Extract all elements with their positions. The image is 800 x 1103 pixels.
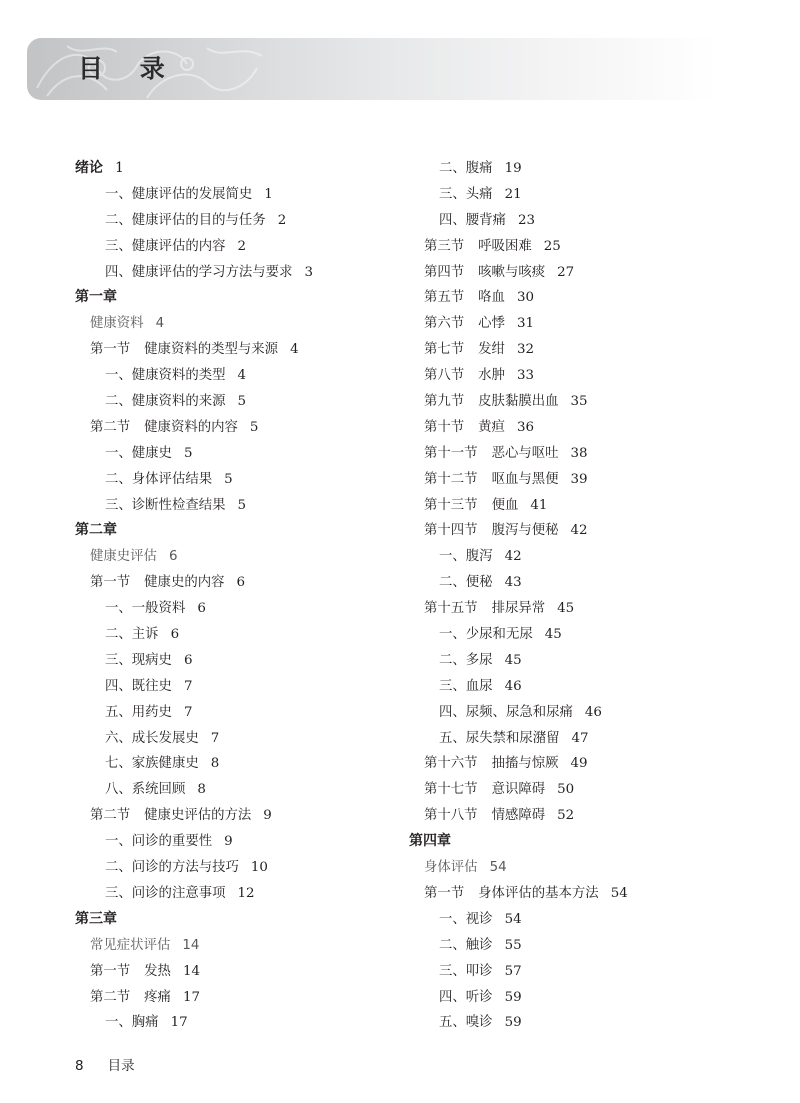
toc-page-number: 10 — [250, 860, 268, 876]
toc-entry-section — [409, 260, 759, 286]
toc-entry-title: 二、便秘 — [439, 575, 493, 591]
toc-entry-title: 身体评估 — [424, 860, 478, 876]
toc-entry-item — [75, 363, 405, 389]
toc-page-number: 49 — [570, 756, 588, 772]
toc-entry-item — [409, 959, 759, 985]
toc-entry-title: 第二章 — [75, 522, 117, 539]
toc-entry-title: 第三章 — [75, 910, 117, 927]
toc-section-label: 第十四节 — [424, 523, 478, 539]
toc-entry-title: 四、听诊 — [439, 989, 493, 1005]
toc-page-number: 38 — [570, 445, 588, 461]
toc-entry-chapter-title — [409, 855, 759, 881]
toc-page-number: 4 — [237, 368, 247, 384]
toc-entry-title: 一、腹泻 — [439, 549, 493, 565]
toc-entry-section — [75, 570, 405, 596]
toc-page-number: 6 — [170, 627, 180, 643]
toc-entry-title: 腹泻与便秘 — [491, 523, 559, 539]
toc-entry-title: 二、问诊的方法与技巧 — [105, 860, 239, 876]
toc-entry-item — [75, 622, 405, 648]
toc-entry-item — [409, 570, 759, 596]
toc-entry-chapter — [75, 907, 405, 933]
toc-entry-item — [75, 700, 405, 726]
toc-section-label: 第十节 — [424, 419, 465, 435]
toc-entry-title: 七、家族健康史 — [105, 756, 199, 772]
toc-entry-title: 排尿异常 — [491, 601, 546, 617]
toc-page-number: 35 — [570, 394, 588, 410]
toc-entry-item — [409, 182, 759, 208]
toc-entry-title: 五、尿失禁和尿潴留 — [439, 730, 560, 746]
toc-entry-item — [75, 751, 405, 777]
toc-page-number: 17 — [182, 989, 200, 1005]
toc-entry-title: 发绀 — [478, 342, 505, 358]
toc-entry-title: 心悸 — [478, 316, 505, 332]
toc-section-label: 第二节 — [90, 419, 131, 435]
toc-entry-title: 二、身体评估结果 — [105, 471, 213, 487]
toc-entry-title: 四、尿频、尿急和尿痛 — [439, 704, 573, 720]
toc-entry-section — [75, 985, 405, 1011]
toc-section-label: 第四节 — [424, 264, 465, 280]
toc-entry-title: 身体评估的基本方法 — [478, 885, 599, 901]
toc-entry-chapter-title — [75, 933, 405, 959]
toc-entry-section — [75, 803, 405, 829]
toc-entry-title: 三、现病史 — [105, 652, 172, 668]
toc-entry-title: 四、既往史 — [105, 678, 172, 694]
toc-entry-title: 呼吸困难 — [478, 238, 532, 254]
toc-page-number: 45 — [544, 627, 562, 643]
toc-entry-item — [409, 156, 759, 182]
toc-left-column — [75, 156, 405, 1036]
toc-page-number: 4 — [155, 316, 165, 332]
toc-entry-title: 黄疸 — [478, 419, 505, 435]
toc-entry-section — [409, 311, 759, 337]
toc-page-number: 55 — [504, 937, 522, 953]
toc-entry-item — [75, 726, 405, 752]
toc-entry-title: 六、成长发展史 — [105, 730, 199, 746]
toc-section-label: 第十八节 — [424, 808, 478, 824]
toc-entry-section — [409, 493, 759, 519]
toc-page-number: 45 — [504, 652, 522, 668]
toc-entry-section — [75, 337, 405, 363]
toc-section-label: 第二节 — [90, 808, 131, 824]
toc-entry-section — [409, 285, 759, 311]
toc-entry-title: 第一章 — [75, 289, 117, 306]
toc-entry-item — [75, 674, 405, 700]
toc-entry-section — [409, 441, 759, 467]
toc-entry-title: 二、触诊 — [439, 937, 493, 953]
toc-entry-title: 三、头痛 — [439, 186, 493, 202]
toc-entry-section — [409, 803, 759, 829]
toc-page-number: 54 — [489, 860, 507, 876]
toc-entry-section — [409, 518, 759, 544]
toc-entry-title: 健康资料 — [90, 316, 144, 332]
toc-entry-title: 二、健康评估的目的与任务 — [105, 212, 266, 228]
toc-page-number: 9 — [224, 834, 233, 850]
toc-page-number: 23 — [517, 212, 535, 228]
toc-entry-section — [75, 959, 405, 985]
toc-entry-title: 咳嗽与咳痰 — [478, 264, 546, 280]
toc-page-number: 54 — [610, 885, 628, 901]
toc-entry-title: 三、叩诊 — [439, 963, 493, 979]
toc-page-number: 5 — [183, 445, 193, 461]
toc-page-number: 43 — [504, 575, 522, 591]
footer-page-number: 8 — [75, 1058, 84, 1074]
toc-entry-item — [75, 829, 405, 855]
toc-entry-title: 一、健康史 — [105, 445, 172, 461]
toc-entry-title: 四、健康评估的学习方法与要求 — [105, 264, 293, 280]
toc-entry-intro — [75, 156, 405, 182]
toc-entry-item — [75, 389, 405, 415]
toc-page-number: 14 — [182, 937, 200, 953]
toc-entry-item — [75, 260, 405, 286]
toc-section-label: 第一节 — [424, 885, 465, 901]
toc-entry-section — [75, 415, 405, 441]
toc-entry-title: 发热 — [144, 963, 171, 979]
toc-page-number: 27 — [557, 264, 575, 280]
toc-page-number: 14 — [182, 963, 200, 979]
toc-entry-item — [409, 1010, 759, 1036]
toc-entry-title: 呕血与黑便 — [491, 471, 559, 487]
toc-page-number: 7 — [210, 730, 220, 746]
toc-entry-title: 水肿 — [478, 368, 505, 384]
toc-section-label: 第六节 — [424, 316, 465, 332]
toc-entry-title: 二、主诉 — [105, 627, 159, 643]
toc-entry-section — [409, 415, 759, 441]
toc-entry-title: 三、健康评估的内容 — [105, 238, 226, 254]
toc-entry-item — [409, 985, 759, 1011]
toc-entry-section — [409, 777, 759, 803]
toc-page-number: 45 — [557, 601, 575, 617]
toc-page-number: 19 — [504, 161, 522, 176]
toc-section-label: 第一节 — [90, 575, 131, 591]
toc-entry-title: 抽搐与惊厥 — [491, 756, 559, 772]
toc-section-label: 第一节 — [90, 342, 131, 358]
toc-entry-chapter — [75, 518, 405, 544]
toc-page-number: 6 — [236, 575, 246, 591]
toc-page-number: 7 — [183, 704, 193, 720]
toc-entry-title: 二、健康资料的来源 — [105, 394, 226, 410]
toc-page-number: 6 — [183, 652, 193, 668]
page-footer — [75, 1054, 135, 1074]
toc-section-label: 第七节 — [424, 342, 465, 358]
toc-section-label: 第十二节 — [424, 471, 478, 487]
toc-entry-title: 四、腰背痛 — [439, 212, 506, 228]
toc-entry-item — [75, 855, 405, 881]
toc-entry-item — [75, 648, 405, 674]
toc-page-number: 2 — [237, 238, 247, 254]
toc-entry-item — [75, 881, 405, 907]
toc-page-number: 2 — [277, 212, 287, 228]
toc-page-number: 54 — [504, 911, 522, 927]
toc-entry-item — [75, 596, 405, 622]
toc-entry-title: 健康资料的类型与来源 — [144, 342, 279, 358]
toc-entry-title: 常见症状评估 — [90, 937, 171, 953]
toc-entry-title: 情感障碍 — [491, 808, 546, 824]
toc-entry-title: 二、多尿 — [439, 652, 493, 668]
toc-entry-title: 一、健康评估的发展简史 — [105, 186, 253, 202]
toc-page-number: 30 — [516, 290, 534, 306]
toc-section-label: 第十三节 — [424, 497, 478, 513]
toc-section-label: 第一节 — [90, 963, 131, 979]
toc-entry-section — [409, 389, 759, 415]
toc-entry-section — [409, 751, 759, 777]
toc-entry-item — [409, 648, 759, 674]
toc-entry-title: 疼痛 — [144, 989, 171, 1005]
toc-entry-title: 第四章 — [409, 833, 451, 850]
toc-entry-title: 健康史的内容 — [144, 575, 225, 591]
toc-entry-title: 咯血 — [478, 290, 505, 306]
toc-entry-title: 三、血尿 — [439, 678, 493, 694]
toc-page-number: 6 — [168, 549, 178, 565]
toc-page-number: 41 — [530, 497, 548, 513]
toc-page-number: 42 — [570, 523, 588, 539]
toc-page-number: 42 — [504, 549, 522, 565]
toc-entry-section — [409, 881, 759, 907]
toc-section-label: 第十七节 — [424, 782, 478, 798]
toc-page-number: 25 — [543, 238, 561, 254]
toc-entry-item — [409, 933, 759, 959]
toc-entry-section — [409, 337, 759, 363]
toc-entry-item — [75, 234, 405, 260]
toc-page-number: 21 — [504, 186, 522, 202]
toc-page-number: 33 — [516, 368, 534, 384]
toc-entry-item — [409, 700, 759, 726]
toc-entry-item — [409, 726, 759, 752]
toc-entry-title: 二、腹痛 — [439, 161, 493, 176]
toc-entry-title: 一、问诊的重要性 — [105, 834, 213, 850]
toc-entry-item — [75, 208, 405, 234]
page-title: 目 录 — [78, 54, 179, 83]
toc-entry-title: 健康史评估 — [90, 549, 157, 565]
toc-entry-chapter-title — [75, 311, 405, 337]
toc-entry-title: 五、用药史 — [105, 704, 172, 720]
toc-page-number: 50 — [557, 782, 575, 798]
toc-entry-title: 五、嗅诊 — [439, 1015, 493, 1031]
toc-section-label: 第十一节 — [424, 445, 478, 461]
toc-page-number: 9 — [263, 808, 272, 824]
toc-page-number: 17 — [170, 1015, 188, 1031]
toc-section-label: 第十五节 — [424, 601, 478, 617]
toc-entry-title: 绪论 — [75, 160, 103, 176]
toc-section-label: 第二节 — [90, 989, 131, 1005]
toc-page-number: 31 — [516, 316, 534, 332]
toc-entry-title: 一、健康资料的类型 — [105, 368, 226, 384]
toc-section-label: 第十六节 — [424, 756, 478, 772]
toc-entry-title: 健康史评估的方法 — [144, 808, 252, 824]
toc-page-number: 5 — [237, 497, 247, 513]
toc-entry-item — [75, 493, 405, 519]
toc-page-number: 47 — [571, 730, 589, 746]
toc-entry-section — [409, 467, 759, 493]
toc-entry-title: 一、视诊 — [439, 911, 493, 927]
toc-page-number: 8 — [210, 756, 220, 772]
toc-entry-item — [75, 1010, 405, 1036]
toc-entry-item — [75, 777, 405, 803]
toc-page-number: 46 — [504, 678, 522, 694]
toc-page-number: 3 — [304, 264, 313, 280]
toc-page-number: 52 — [557, 808, 575, 824]
toc-entry-section — [409, 234, 759, 260]
toc-page-number: 59 — [504, 1015, 522, 1031]
toc-page-number: 36 — [516, 419, 534, 435]
toc-page-number: 59 — [504, 989, 522, 1005]
toc-page-number: 6 — [197, 601, 206, 617]
toc-page-number: 57 — [504, 963, 522, 979]
toc-entry-title: 皮肤黏膜出血 — [478, 394, 559, 410]
toc-page-number: 32 — [516, 342, 534, 358]
toc-entry-title: 八、系统回顾 — [105, 782, 186, 798]
toc-page-number: 7 — [183, 678, 193, 694]
toc-page-number: 1 — [115, 160, 124, 176]
toc-page-number: 46 — [584, 704, 602, 720]
toc-entry-title: 三、问诊的注意事项 — [105, 885, 226, 901]
toc-entry-section — [409, 596, 759, 622]
toc-entry-item — [409, 907, 759, 933]
toc-page-number: 39 — [570, 471, 588, 487]
toc-page-number: 5 — [249, 419, 259, 435]
toc-entry-title: 便血 — [491, 497, 519, 513]
toc-entry-section — [409, 363, 759, 389]
footer-running-title: 目录 — [107, 1058, 135, 1074]
toc-right-column — [409, 156, 759, 1036]
toc-entry-item — [75, 467, 405, 493]
toc-page-number: 1 — [264, 186, 273, 202]
toc-entry-item — [75, 441, 405, 467]
toc-entry-title: 一、一般资料 — [105, 601, 186, 617]
toc-entry-title: 意识障碍 — [491, 782, 546, 798]
toc-entry-item — [409, 622, 759, 648]
toc-page-number: 4 — [290, 342, 299, 358]
toc-page-number: 5 — [237, 394, 247, 410]
toc-entry-chapter — [75, 285, 405, 311]
toc-section-label: 第五节 — [424, 290, 465, 306]
toc-entry-chapter-title — [75, 544, 405, 570]
toc-entry-title: 三、诊断性检查结果 — [105, 497, 226, 513]
toc-entry-chapter — [409, 829, 759, 855]
toc-entry-title: 一、胸痛 — [105, 1015, 159, 1031]
toc-entry-title: 健康资料的内容 — [144, 419, 238, 435]
toc-page-number: 5 — [224, 471, 233, 487]
toc-page-number: 12 — [237, 885, 255, 901]
toc-section-label: 第八节 — [424, 368, 465, 384]
page-header-banner — [27, 38, 717, 100]
toc-section-label: 第三节 — [424, 238, 465, 254]
toc-entry-item — [409, 208, 759, 234]
toc-section-label: 第九节 — [424, 394, 465, 410]
toc-entry-title: 恶心与呕吐 — [491, 445, 559, 461]
toc-entry-title: 一、少尿和无尿 — [439, 627, 533, 643]
toc-page-number: 8 — [197, 782, 206, 798]
toc-entry-item — [409, 544, 759, 570]
toc-entry-item — [409, 674, 759, 700]
toc-entry-item — [75, 182, 405, 208]
